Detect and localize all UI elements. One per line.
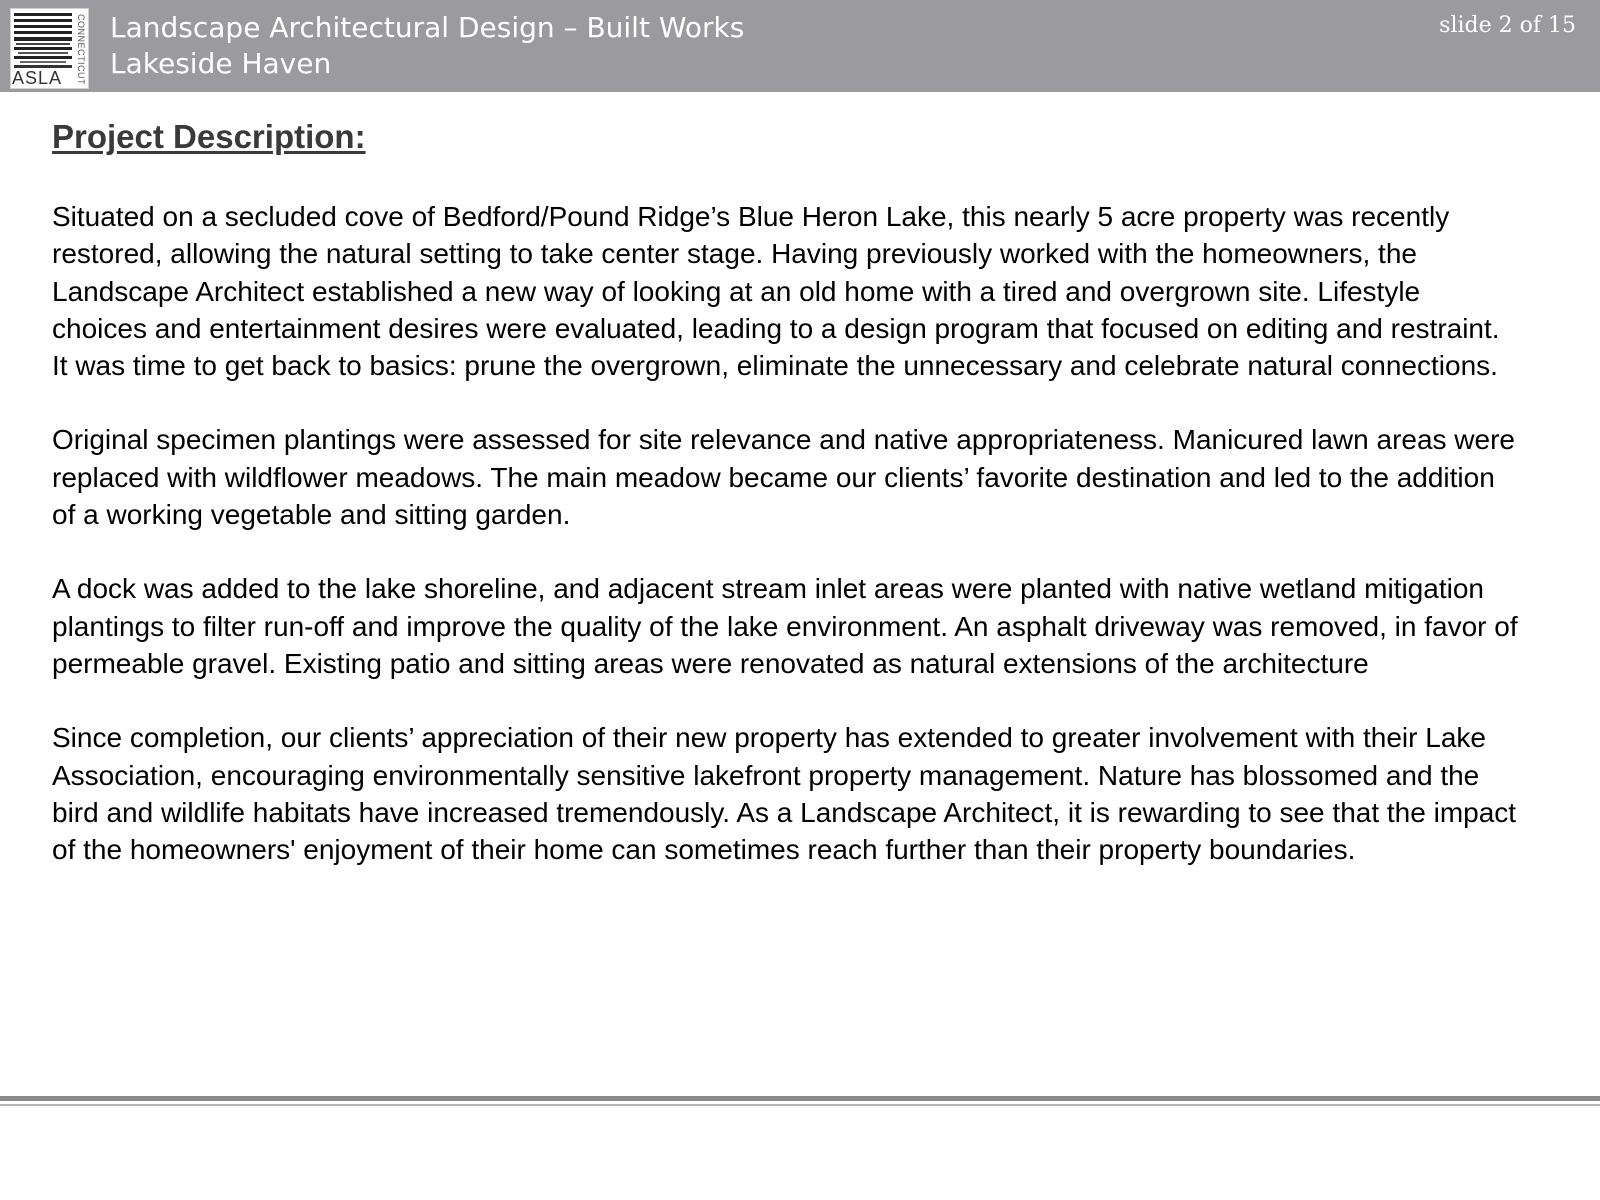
slide-header [0,0,1600,92]
description-paragraph-2: Original specimen plantings were assessed for site relevance and native appropriateness. Manicured lawn areas were replaced with wildflower meadows. The main meadow became our clients’ favorite destination and led to the addition of a working vegetable and sitting garden. [52,424,1515,531]
slide-counter: slide 2 of 15 [1439,13,1576,38]
asla-logo [10,8,89,89]
footer-divider-thin [0,1104,1600,1106]
asla-logo-icon [14,13,72,69]
description-paragraph-1: Situated on a secluded cove of Bedford/Pound Ridge’s Blue Heron Lake, this nearly 5 acre property was recently restored, allowing the natural setting to take center stage. Having previously worked with the homeowners, the Landscape Architect established a new way of looking at an old home with a tired and overgrown site. Lifestyle choices and entertainment desires were evaluated, leading to a design program that focused on editing and restraint. It was time to get back to basics: prune the overgrown, eliminate the unnecessary and celebrate natural connections. [52,201,1500,382]
project-name: Lakeside Haven [110,47,332,80]
section-heading: Project Description: [52,118,366,155]
logo-side-text: CONNECTICUT [76,13,86,85]
description-paragraph-4: Since completion, our clients’ appreciation of their new property has extended to greater involvement with their Lake Association, encouraging environmentally sensitive lakefront property management. Nature has blossomed and the bird and wildlife habitats have increased tremendously. As a Landscape Architect, it is rewarding to see that the impact of the homeowners' enjoyment of their home can sometimes reach further than their property boundaries. [52,722,1517,866]
logo-text: ASLA [12,68,63,88]
slide-content [52,116,1522,905]
footer-divider [0,1096,1600,1101]
description-paragraph-3: A dock was added to the lake shoreline, and adjacent stream inlet areas were planted with native wetland mitigation plantings to filter run-off and improve the quality of the lake environment. An asphalt driveway was removed, in favor of permeable gravel. Existing patio and sitting areas were renovated as natural extensions of the architecture [52,573,1518,679]
presentation-title: Landscape Architectural Design – Built Works [110,11,745,44]
